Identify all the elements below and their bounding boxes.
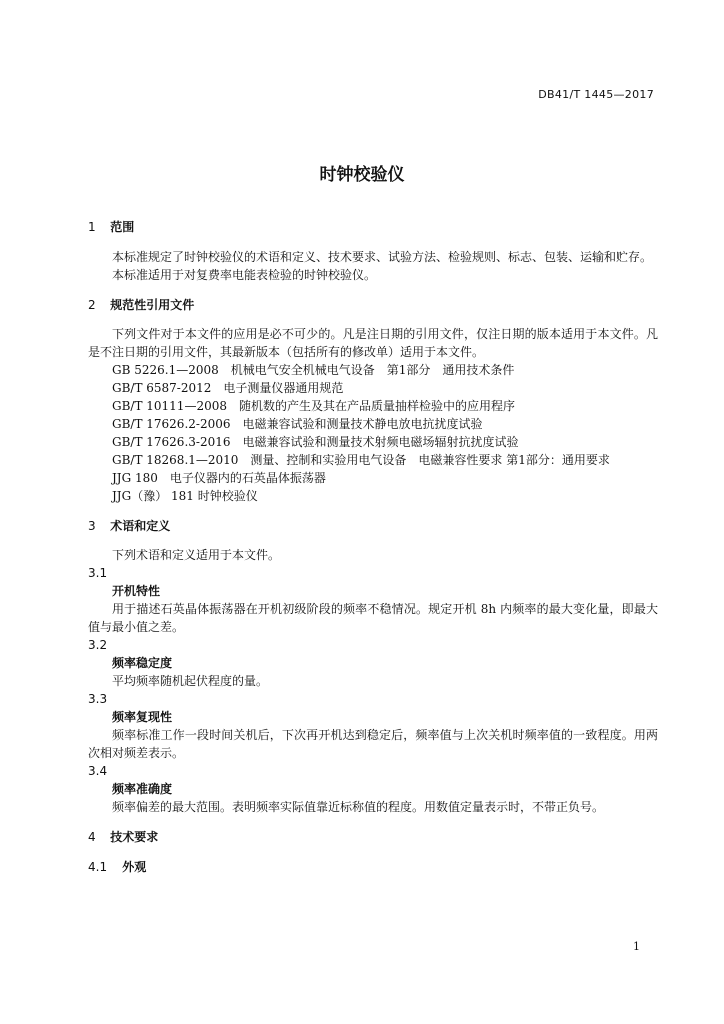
reference-item: GB/T 17626.2-2006 电磁兼容试验和测量技术静电放电抗扰度试验: [112, 417, 483, 431]
term-name: 频率稳定度: [112, 656, 173, 670]
reference-list: [88, 361, 658, 505]
standard-code: DB41/T 1445—2017: [538, 88, 654, 101]
term-definition: 平均频率随机起伏程度的量。: [112, 674, 269, 688]
term-number: 3.4: [88, 764, 108, 778]
term-definition: 用于描述石英晶体振荡器在开机初级阶段的频率不稳情况。规定开机 8h 内频率的最大变化量，即最大值与最小值之差。: [88, 602, 658, 634]
term-definition: 频率偏差的最大范围。表明频率实际值靠近标称值的程度。用数值定量表示时，不带正负号。: [112, 800, 605, 814]
reference-item: GB/T 6587-2012 电子测量仪器通用规范: [112, 381, 344, 395]
section-heading-1: 1 范围: [88, 220, 135, 234]
paragraph: 本标准规定了时钟校验仪的术语和定义、技术要求、试验方法、检验规则、标志、包装、运输和贮存。: [112, 250, 653, 264]
paragraph: 下列术语和定义适用于本文件。: [112, 548, 281, 562]
paragraph: 本标准适用于对复费率电能表检验的时钟校验仪。: [112, 268, 377, 282]
section-heading-4: 4 技术要求: [88, 830, 159, 844]
reference-item: GB 5226.1—2008 机械电气安全机械电气设备 第1部分 通用技术条件: [112, 363, 515, 377]
reference-item: JJG（豫） 181 时钟校验仪: [112, 489, 258, 503]
reference-item: JJG 180 电子仪器内的石英晶体振荡器: [112, 471, 326, 485]
reference-item: GB/T 17626.3-2016 电磁兼容试验和测量技术射频电磁场辐射抗扰度试验: [112, 435, 519, 449]
term-name: 频率复现性: [112, 710, 173, 724]
section-heading-2: 2 规范性引用文件: [88, 298, 195, 312]
document-body: [88, 218, 658, 876]
document-title: 时钟校验仪: [319, 165, 405, 185]
reference-item: GB/T 18268.1—2010 测量、控制和实验用电气设备 电磁兼容性要求 第1部分：通用要求: [112, 453, 610, 467]
term-number: 3.2: [88, 638, 108, 652]
paragraph: 下列文件对于本文件的应用是必不可少的。凡是注日期的引用文件，仅注日期的版本适用于本文件。凡是不注日期的引用文件，其最新版本（包括所有的修改单）适用于本文件。: [88, 327, 658, 359]
section-heading-3: 3 术语和定义: [88, 519, 171, 533]
term-entry: [88, 636, 658, 690]
term-number: 3.1: [88, 566, 108, 580]
subsection-heading-4-1: 4.1 外观: [88, 860, 147, 874]
term-number: 3.3: [88, 692, 108, 706]
term-entry: [88, 564, 658, 636]
term-entry: [88, 690, 658, 762]
page-number: 1: [633, 940, 640, 953]
term-entry: [88, 762, 658, 816]
term-name: 开机特性: [112, 584, 161, 598]
reference-item: GB/T 10111—2008 随机数的产生及其在产品质量抽样检验中的应用程序: [112, 399, 515, 413]
term-name: 频率准确度: [112, 782, 173, 796]
term-definition: 频率标准工作一段时间关机后，下次再开机达到稳定后，频率值与上次关机时频率值的一致程度。用两次相对频差表示。: [88, 728, 658, 760]
